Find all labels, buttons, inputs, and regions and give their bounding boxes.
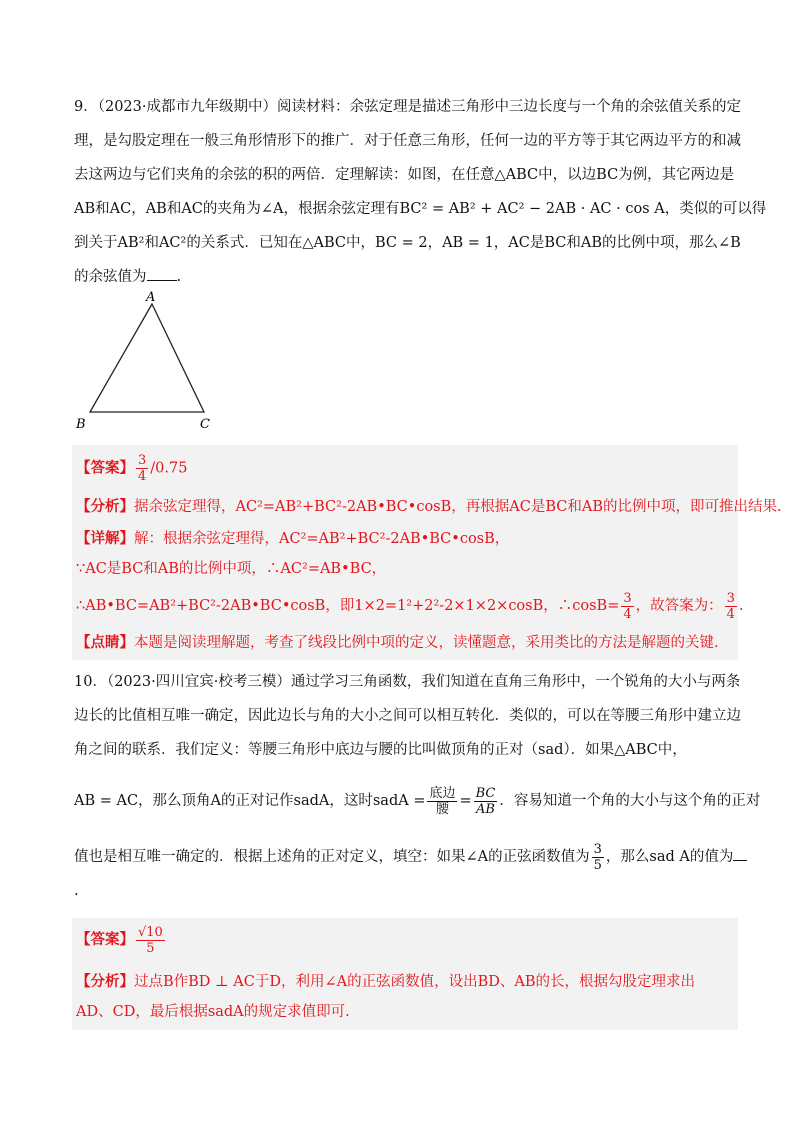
sad-fraction-words: $\frac{\text{底边}}{\text{腰}}$ — [429, 785, 456, 817]
detail-text-1: 解：根据余弦定理得，AC²=AB²+BC²-2AB•BC•cosB， — [134, 531, 510, 547]
comment-text: 本题是阅读理解题，考查了线段比例中项的定义，读懂题意，采用类比的方法是解题的关键. — [134, 635, 719, 651]
sad-fraction-sides: $\frac{BC}{AB}$ — [475, 785, 496, 817]
q10-line-1: 10．（2023·四川宜宾·校考三模）通过学习三角函数，我们知道在直角三角形中，一个锐角的大小与两条 — [74, 674, 741, 690]
analysis-tag-10: 【分析】 — [76, 973, 134, 990]
detail-text-3a: ∴AB•BC=AB²+BC²-2AB•BC•cosB，即1×2=1²+2²-2×1×2×cosB，∴cosB= — [76, 598, 620, 614]
answer-block-10 — [72, 918, 738, 1030]
q10-line-6: . — [74, 883, 79, 899]
comment-tag: 【点睛】 — [76, 634, 134, 651]
q10-line-3: 角之间的联系．我们定义：等腰三角形中底边与腰的比叫做顶角的正对（sad）．如果△ABC中， — [74, 742, 687, 758]
a9-detail-row-2 — [76, 557, 386, 581]
triangle-figure — [70, 290, 220, 435]
q10-line-5b: ，那么sad A的值为 — [605, 849, 734, 865]
detail-text-3c: . — [738, 598, 744, 614]
analysis-text: 据余弦定理得，AC²=AB²+BC²-2AB•BC•cosB，再根据AC是BC和AB的比例中项，即可推出结果. — [134, 499, 782, 515]
q10-line-5 — [74, 837, 734, 877]
q10-line-4c: ．容易知道一个角的大小与这个角的正对 — [499, 793, 761, 809]
q10-line-4b: = — [459, 793, 472, 809]
vertex-label-c: C — [200, 417, 210, 432]
question-9 — [74, 90, 767, 294]
answer-tag: 【答案】 — [76, 459, 134, 477]
a9-analysis-row — [76, 495, 782, 519]
answer-fraction: $\frac{3}{4}$ — [138, 453, 147, 484]
q9-line-4: AB和AC，AB和AC的夹角为∠A，根据余弦定理有BC² = AB² + AC² − 2AB · AC · cos A，类似的可以得 — [74, 201, 767, 217]
answer-block-9 — [72, 445, 782, 660]
sine-fraction: $\frac{3}{5}$ — [593, 841, 602, 873]
q10-line-2: 边长的比值相互唯一确定，因此边长与角的大小之间可以相互转化．类似的，可以在等腰三角形中建立边 — [74, 708, 741, 724]
answer-blank — [147, 279, 177, 281]
detail-tag: 【详解】 — [76, 530, 134, 547]
a10-answer-row — [76, 922, 167, 958]
q10-line-4 — [74, 781, 761, 821]
answer-tag-10: 【答案】 — [76, 931, 134, 948]
q10-line-4a: AB = AC，那么顶角A的正对记作sadA，这时sadA = — [74, 793, 426, 809]
q9-line-1: 9．（2023·成都市九年级期中）阅读材料：余弦定理是描述三角形中三边长度与一个角的余弦值关系的定 — [74, 99, 741, 115]
q9-line-6: 的余弦值为 . — [74, 269, 182, 285]
a10-analysis-row-2 — [76, 1000, 350, 1024]
detail-fraction-1: $\frac{3}{4}$ — [623, 590, 632, 622]
detail-text-2: ∵AC是BC和AB的比例中项，∴AC²=AB•BC， — [76, 561, 387, 577]
q10-line-5a: 值也是相互唯一确定的．根据上述角的正对定义，填空：如果∠A的正弦函数值为 — [74, 849, 590, 865]
answer-fraction-10: $\frac{√10}{5}$ — [138, 924, 163, 956]
a9-comment-row — [76, 631, 719, 655]
q9-line-6-text: 的余弦值为 — [74, 269, 147, 285]
analysis-text-10-2: AD、CD，最后根据sadA的规定求值即可. — [76, 1004, 350, 1020]
vertex-label-a: A — [146, 290, 156, 305]
question-10 — [74, 665, 761, 905]
answer-blank-10 — [733, 859, 747, 861]
triangle-abc — [90, 304, 204, 412]
detail-text-3b: ，故答案为： — [635, 598, 723, 614]
a10-analysis-row-1 — [76, 970, 695, 994]
a9-detail-row-3 — [76, 589, 744, 623]
a9-detail-row-1 — [76, 527, 509, 551]
q9-line-3: 去这两边与它们夹角的余弦的积的两倍．定理解读：如图，在任意△ABC中，以边BC为例，其它两边是 — [74, 167, 735, 183]
q9-line-2: 理，是勾股定理在一般三角形情形下的推广．对于任意三角形，任何一边的平方等于其它两边平方的和减 — [74, 133, 741, 149]
analysis-text-10-1: 过点B作BD ⊥ AC于D，利用∠A的正弦函数值，设出BD、AB的长，根据勾股定理求出 — [134, 974, 696, 990]
a9-answer-row — [76, 453, 187, 484]
q9-line-5: 到关于AB²和AC²的关系式．已知在△ABC中，BC = 2，AB = 1，AC是BC和AB的比例中项，那么∠B — [74, 235, 741, 251]
vertex-label-b: B — [76, 417, 86, 432]
answer-tail: /0.75 — [150, 460, 188, 477]
detail-fraction-2: $\frac{3}{4}$ — [726, 590, 735, 622]
analysis-tag: 【分析】 — [76, 498, 134, 515]
